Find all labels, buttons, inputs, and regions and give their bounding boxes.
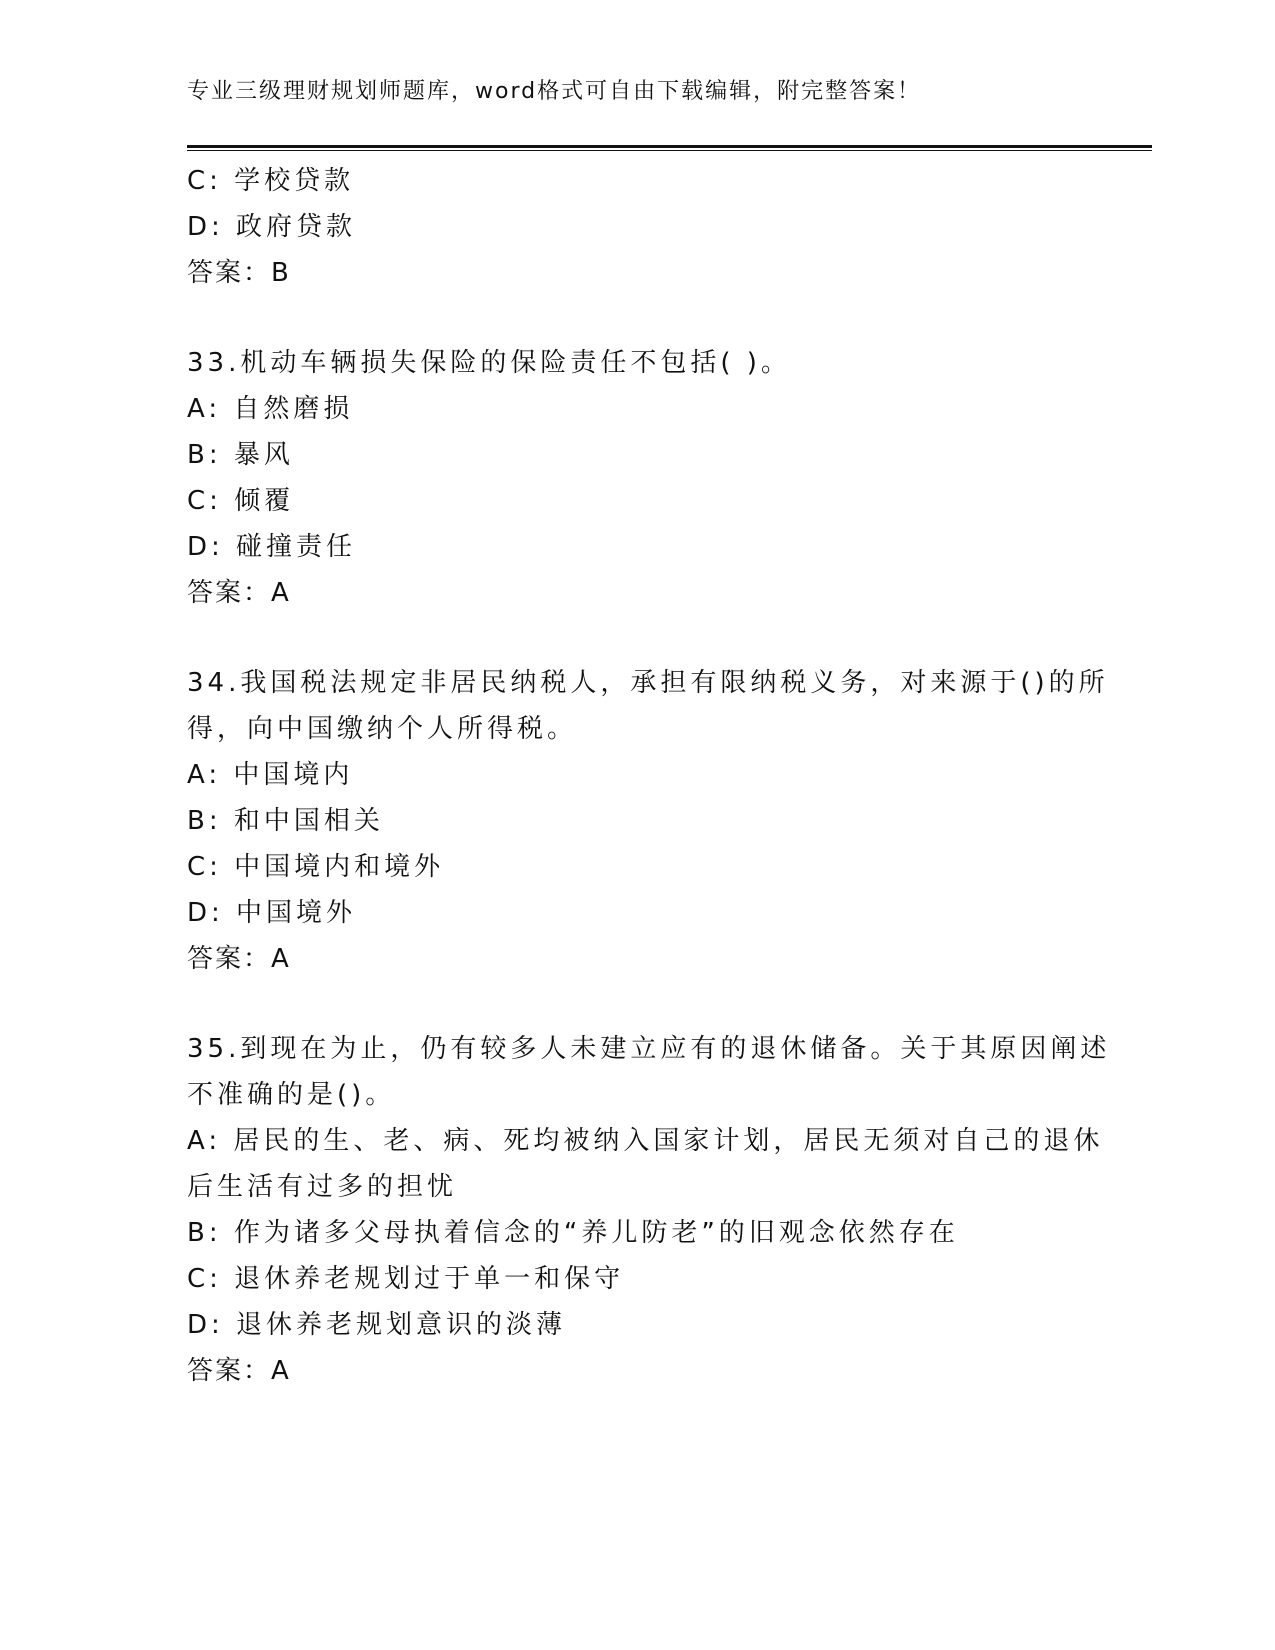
- page-header: 专业三级理财规划师题库，word格式可自由下载编辑，附完整答案！: [187, 79, 922, 104]
- answer-line: 答案：A: [187, 578, 291, 608]
- option-c: C: 倾覆: [187, 486, 295, 516]
- spacer: [187, 982, 1087, 1026]
- option-c: C: 中国境内和境外: [187, 852, 445, 882]
- spacer: [187, 616, 1087, 660]
- option-a-line1: A: 居民的生、老、病、死均被纳入国家计划，居民无须对自己的退休: [187, 1126, 1104, 1156]
- question-stem-33: 33.机动车辆损失保险的保险责任不包括( )。: [187, 348, 791, 378]
- answer-line: 答案：A: [187, 1356, 291, 1386]
- option-d: D: 退休养老规划意识的淡薄: [187, 1310, 567, 1340]
- question-stem-35-line2: 不准确的是()。: [187, 1080, 396, 1110]
- option-a: A: 自然磨损: [187, 394, 354, 424]
- question-stem-34-line2: 得，向中国缴纳个人所得税。: [187, 714, 578, 744]
- option-d: D: 政府贷款: [187, 212, 357, 242]
- header-rule-thick: [187, 145, 1152, 148]
- option-a: A: 中国境内: [187, 760, 354, 790]
- option-c: C: 学校贷款: [187, 166, 355, 196]
- question-content: [187, 158, 1111, 1394]
- option-b: B: 和中国相关: [187, 806, 384, 836]
- header-rule-thin: [187, 150, 1152, 151]
- spacer: [187, 296, 1087, 340]
- option-b: B: 暴风: [187, 440, 294, 470]
- answer-line: 答案：A: [187, 944, 291, 974]
- option-d: D: 碰撞责任: [187, 532, 357, 562]
- answer-line: 答案：B: [187, 258, 291, 288]
- option-d: D: 中国境外: [187, 898, 357, 928]
- option-b: B: 作为诸多父母执着信念的“养儿防老”的旧观念依然存在: [187, 1218, 959, 1248]
- option-c: C: 退休养老规划过于单一和保守: [187, 1264, 625, 1294]
- option-a-line2: 后生活有过多的担忧: [187, 1172, 458, 1202]
- question-stem-34-line1: 34.我国税法规定非居民纳税人，承担有限纳税义务，对来源于()的所: [187, 668, 1109, 698]
- question-stem-35-line1: 35.到现在为止，仍有较多人未建立应有的退休储备。关于其原因阐述: [187, 1034, 1111, 1064]
